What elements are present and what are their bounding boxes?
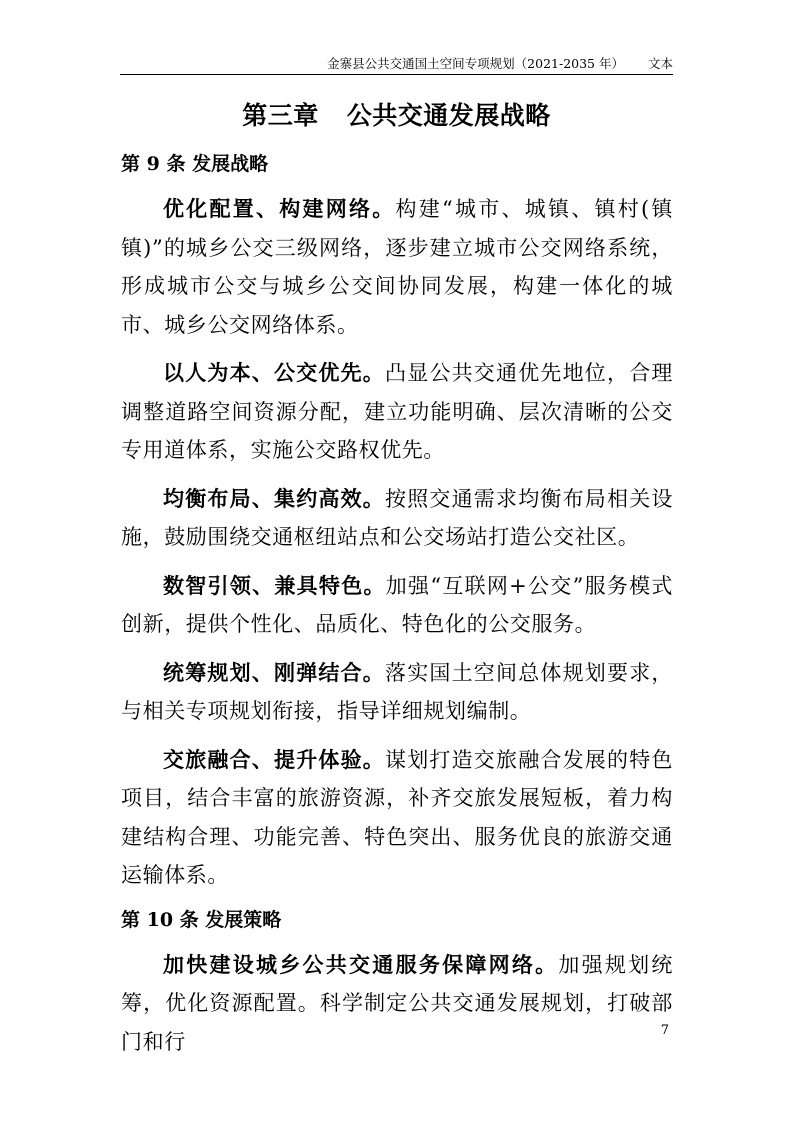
paragraph-text: 按照交通需求均衡布局相关设施，鼓励围绕交通枢纽站点和公交场站打造公交社区。 (121, 486, 673, 549)
page-content (121, 149, 673, 1071)
paragraph (121, 946, 673, 1062)
paragraph (121, 741, 673, 895)
paragraph (121, 654, 673, 731)
paragraph (121, 567, 673, 644)
paragraph-lead: 以人为本、公交优先。 (163, 360, 385, 385)
paragraph-text: 凸显公共交通优先地位，合理调整道路空间资源分配，建立功能明确、层次清晰的公交专用道体系，实施公交路权优先。 (121, 361, 673, 462)
header-rule (120, 74, 673, 75)
paragraph-lead: 统筹规划、刚弹结合。 (163, 659, 385, 685)
running-header (120, 54, 673, 72)
paragraph-lead: 加快建设城乡公共交通服务保障网络。 (163, 951, 559, 977)
paragraph-lead: 优化配置、构建网络。 (163, 196, 396, 221)
paragraph (121, 354, 673, 470)
article-heading-9: 第 9 条 发展战略 (121, 153, 269, 175)
paragraph-lead: 数智引领、兼具特色。 (163, 572, 386, 598)
paragraph-lead: 交旅融合、提升体验。 (163, 746, 385, 772)
paragraph-text: 加强“互联网+公交”服务模式创新，提供个性化、品质化、特色化的公交服务。 (121, 573, 674, 636)
header-doc-type: 文本 (647, 56, 673, 71)
paragraph-text: 落实国土空间总体规划要求，与相关专项规划衔接，指导详细规划编制。 (121, 660, 673, 723)
paragraph (121, 480, 673, 557)
paragraph-lead: 均衡布局、集约高效。 (163, 485, 385, 511)
paragraph-text: 加强规划统筹，优化资源配置。科学制定公共交通发展规划，打破部门和行 (121, 952, 674, 1054)
paragraph-text: 谋划打造交旅融合发展的特色项目，结合丰富的旅游资源，补齐交旅发展短板，着力构建结构合理、功能完善、特色突出、服务优良的旅游交通运输体系。 (121, 747, 673, 887)
header-doc-title: 金寨县公共交通国土空间专项规划（2021-2035 年） (327, 56, 624, 71)
chapter-number: 第三章 (242, 101, 319, 130)
paragraph (121, 190, 673, 344)
chapter-name: 公共交通发展战略 (346, 101, 551, 130)
chapter-title (120, 96, 673, 132)
article-heading-10: 第 10 条 发展策略 (121, 908, 282, 931)
paragraph-text: 构建“城市、城镇、镇村(镇镇)”的城乡公交三级网络，逐步建立城市公交网络系统，形成城市公交与城乡公交间协同发展，构建一体化的城市、城乡公交网络体系。 (121, 197, 673, 337)
page-number: 7 (660, 1023, 669, 1038)
